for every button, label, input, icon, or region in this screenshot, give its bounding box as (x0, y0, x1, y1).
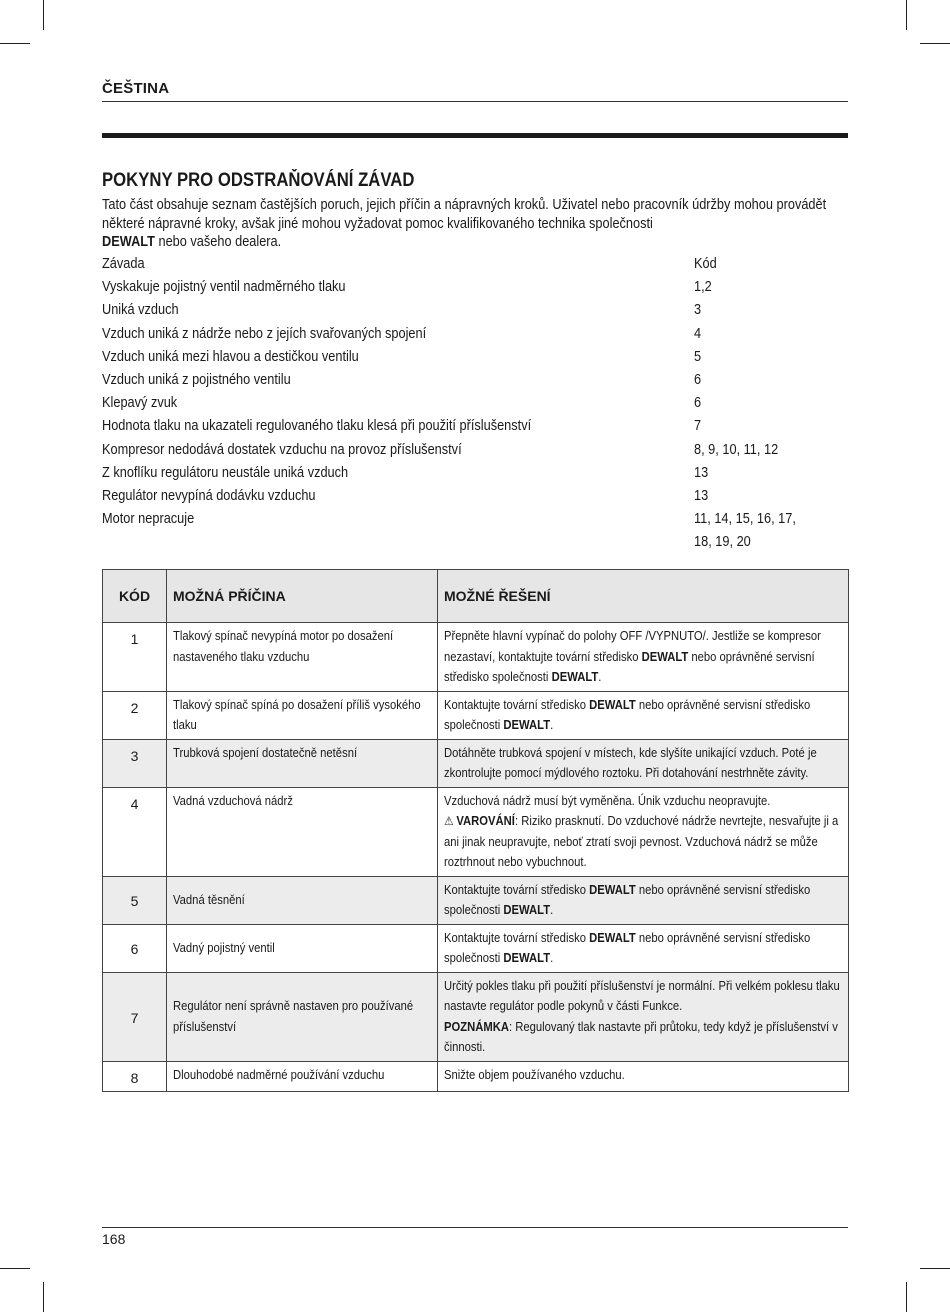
solution-text (444, 880, 842, 921)
cause-text: Vadná vzduchová nádrž (173, 793, 293, 808)
fault-code: 13 (694, 464, 709, 481)
cause-text: Tlakový spínač spíná po dosažení příliš vysokého tlaku (173, 697, 421, 732)
fault-text: Uniká vzduch (102, 302, 179, 319)
section-title: POKYNY PRO ODSTRAŇOVÁNÍ ZÁVAD (102, 170, 415, 191)
fault-row (102, 508, 848, 531)
fault-text: Vyskakuje pojistný ventil nadměrného tlaku (102, 279, 346, 296)
fault-code: 11, 14, 15, 16, 17, (694, 511, 796, 528)
fault-row (102, 485, 848, 508)
solution-part: nebo oprávněné servisní středisko společnosti (444, 930, 811, 965)
brand-name: DEWALT (551, 670, 599, 684)
troubleshooting-table (102, 569, 849, 1092)
row-cause (167, 972, 438, 1061)
table-row (103, 739, 849, 787)
intro-paragraph (102, 196, 841, 252)
solution-text: Snižte objem používaného vzduchu. (444, 1067, 625, 1082)
fault-row (102, 462, 848, 485)
fault-code: 6 (694, 371, 702, 388)
cause-text: Vadná těsnění (173, 892, 245, 907)
fault-list (102, 253, 848, 554)
solution-part: : Regulovaný tlak nastavte při průtoku, tedy když je příslušenství v činnosti. (444, 1019, 838, 1054)
table-row (103, 787, 849, 876)
footer-divider (102, 1227, 848, 1228)
fault-code: 1,2 (694, 279, 712, 296)
solution-part: : Riziko prasknutí. Do vzduchové nádrže nevrtejte, nesvařujte ji a ani jinak neupravujte, neboť ztratí svoji pevnost. Vzduchová nádrž se může roztrhnout nebo vybuchnout. (444, 814, 839, 869)
fault-code: 8, 9, 10, 11, 12 (694, 441, 779, 458)
solution-part: Přepněte hlavní vypínač do polohy OFF /VYPNUTO/. Jestliže se kompresor nezastaví, kontaktujte tovární středisko (444, 629, 821, 664)
cause-text: Trubková spojení dostatečně netěsní (173, 745, 358, 760)
fault-text: Vzduch uniká z nádrže nebo z jejích svařovaných spojení (102, 325, 427, 342)
solution-part: . (550, 903, 554, 917)
fault-code: 13 (694, 487, 709, 504)
row-code: 6 (103, 924, 167, 972)
brand-name: DEWALT (503, 718, 551, 732)
fault-row (102, 415, 848, 438)
crop-mark (906, 1282, 907, 1312)
solution-part: . (550, 951, 554, 965)
table-header-row (103, 570, 849, 623)
row-solution (438, 623, 849, 692)
note-label: POZNÁMKA (444, 1019, 509, 1034)
row-cause (167, 924, 438, 972)
row-solution (438, 691, 849, 739)
intro-brand: DEWALT (102, 234, 155, 250)
cause-text: Regulátor není správně nastaven pro používané příslušenství (173, 999, 414, 1034)
row-solution (438, 972, 849, 1061)
fault-text: Hodnota tlaku na ukazateli regulovaného tlaku klesá při použití příslušenství (102, 418, 532, 435)
crop-mark (0, 1268, 30, 1269)
solution-text (444, 626, 842, 688)
header-divider (102, 101, 848, 102)
crop-mark (906, 0, 907, 30)
warning-label: VAROVÁNÍ (456, 814, 515, 828)
fault-row (102, 299, 848, 322)
fault-row (102, 323, 848, 346)
crop-mark (43, 1282, 44, 1312)
row-code: 3 (103, 739, 167, 787)
fault-row (102, 531, 848, 554)
brand-name: DEWALT (503, 951, 551, 965)
row-cause (167, 739, 438, 787)
solution-text: Dotáhněte trubková spojení v místech, kde slyšíte unikající vzduch. Poté je zkontrolujte pomocí mýdlového roztoku. Při dotahování nestrhněte závity. (444, 745, 817, 780)
row-code: 4 (103, 787, 167, 876)
brand-name: DEWALT (503, 903, 551, 917)
solution-text (444, 928, 842, 969)
table-row (103, 924, 849, 972)
row-code: 7 (103, 972, 167, 1061)
fault-text: Kompresor nedodává dostatek vzduchu na provoz příslušenství (102, 441, 462, 458)
crop-mark (920, 43, 950, 44)
fault-code: 18, 19, 20 (694, 534, 751, 551)
fault-row (102, 369, 848, 392)
row-solution (438, 739, 849, 787)
code-header: Kód (694, 256, 717, 272)
row-solution (438, 876, 849, 924)
language-header: ČEŠTINA (102, 80, 170, 97)
fault-code: 5 (694, 348, 702, 365)
column-header-code: KÓD (103, 570, 167, 623)
row-code: 8 (103, 1061, 167, 1092)
table-row (103, 1061, 849, 1092)
cause-text: Tlakový spínač nevypíná motor po dosažení nastaveného tlaku vzduchu (173, 629, 394, 664)
intro-text: Tato část obsahuje seznam častějších poruch, jejich příčin a nápravných kroků. Uživatel nebo pracovník údržby mohou provádět některé nápravné kroky, avšak jiné mohou vyžadovat pomoc kvalifikovaného technika společnosti (102, 197, 827, 232)
table-row (103, 623, 849, 692)
fault-row (102, 276, 848, 299)
solution-part: . (598, 670, 602, 684)
solution-part: Kontaktujte tovární středisko (444, 930, 590, 945)
fault-row (102, 392, 848, 415)
fault-text: Regulátor nevypíná dodávku vzduchu (102, 487, 316, 504)
fault-code: 7 (694, 418, 702, 435)
row-solution (438, 1061, 849, 1092)
row-cause (167, 623, 438, 692)
table-row (103, 691, 849, 739)
solution-text (444, 791, 842, 873)
table-row (103, 972, 849, 1061)
fault-code: 4 (694, 325, 702, 342)
fault-header: Závada (102, 256, 145, 272)
row-solution (438, 787, 849, 876)
solution-part: nebo oprávněné servisní středisko společnosti (444, 649, 815, 684)
column-header-solution: MOŽNÉ ŘEŠENÍ (438, 570, 849, 623)
column-header-cause: MOŽNÁ PŘÍČINA (167, 570, 438, 623)
solution-part: nebo oprávněné servisní středisko společnosti (444, 882, 811, 917)
solution-text (444, 695, 842, 736)
warning-triangle-icon: ⚠ (444, 814, 454, 828)
fault-text: Klepavý zvuk (102, 395, 178, 412)
fault-code: 3 (694, 302, 702, 319)
fault-text: Vzduch uniká mezi hlavou a destičkou ventilu (102, 348, 359, 365)
row-code: 2 (103, 691, 167, 739)
solution-part: . (550, 718, 554, 732)
table-row (103, 876, 849, 924)
row-code: 1 (103, 623, 167, 692)
row-solution (438, 924, 849, 972)
row-code: 5 (103, 876, 167, 924)
crop-mark (920, 1268, 950, 1269)
cause-text: Dlouhodobé nadměrné používání vzduchu (173, 1067, 385, 1082)
fault-code: 6 (694, 395, 702, 412)
brand-name: DEWALT (589, 930, 636, 945)
cause-text: Vadný pojistný ventil (173, 940, 275, 955)
fault-text: Vzduch uniká z pojistného ventilu (102, 371, 291, 388)
brand-name: DEWALT (589, 697, 636, 712)
brand-name: DEWALT (589, 882, 636, 897)
fault-row (102, 346, 848, 369)
solution-text (444, 976, 842, 1058)
solution-part: nebo oprávněné servisní středisko společnosti (444, 697, 811, 732)
crop-mark (43, 0, 44, 30)
fault-text: Z knoflíku regulátoru neustále uniká vzduch (102, 464, 349, 481)
solution-part: Kontaktujte tovární středisko (444, 882, 590, 897)
page-number: 168 (102, 1231, 126, 1247)
row-cause (167, 691, 438, 739)
row-cause (167, 876, 438, 924)
fault-text: Motor nepracuje (102, 511, 195, 528)
section-divider (102, 133, 848, 138)
row-cause (167, 787, 438, 876)
brand-name: DEWALT (641, 649, 689, 664)
solution-part: Určitý pokles tlaku při použití příslušenství je normální. Při velkém poklesu tlaku nastavte regulátor podle pokynů v části Funkce. (444, 978, 840, 1013)
solution-part: Vzduchová nádrž musí být vyměněna. Únik vzduchu neopravujte. (444, 793, 771, 808)
intro-end: nebo vašeho dealera. (154, 234, 282, 250)
fault-row (102, 439, 848, 462)
crop-mark (0, 43, 30, 44)
fault-list-header (102, 253, 848, 276)
row-cause (167, 1061, 438, 1092)
solution-part: Kontaktujte tovární středisko (444, 697, 590, 712)
